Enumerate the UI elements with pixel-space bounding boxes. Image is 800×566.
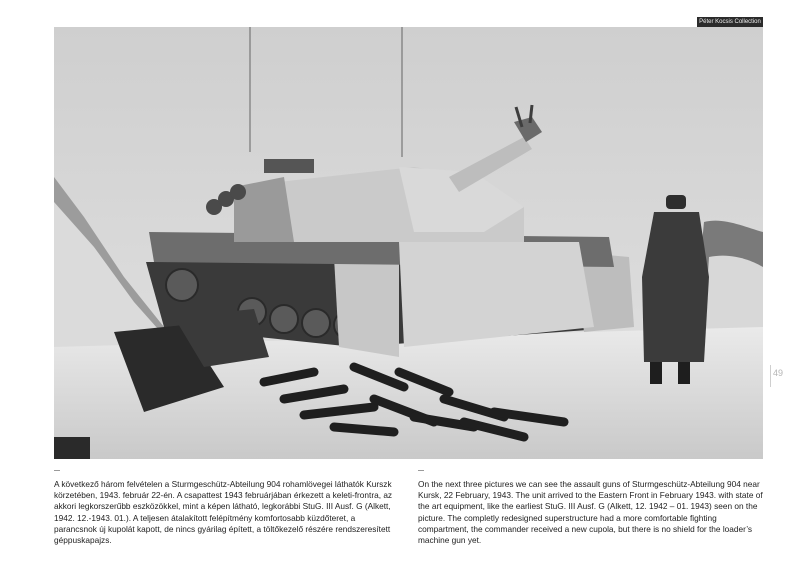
english-caption: On the next three pictures we can see the assault guns of Sturmgeschütz-Abteilung 904 near Kursk, 22 February, 1943. The unit arrived to the Eastern Front in February 1943. with state of the art equipment, like the earliest StuG. III Ausf. G (Alkett, 12. 1942 – 01. 1943) seen on the picture. The completly redesigned superstructure had a more comfortable fighting compartment, the commander received a new cupola, but there is no shield for the loader’s machine gun yet. <box>418 479 763 546</box>
hungarian-caption: A következő három felvételen a Sturmgeschütz-Abteilung 904 rohamlövegei láthatók Kurszk körzetében, 1943. február 22-én. A csapattest 1943 februárjában érkezett a keleti-frontra, az akkori legkorszerűbb eszközökkel, mint a képen látható, legkorábbi StuG. III Ausf. G (Alkett, 1942. 12.-1943. 01.). A teljesen átalakított felépítmény komfortosabb küzdőteret, a parancsnok új kupolát kapott, de nincs gyárilag épített, a töltőkezelő részére rendszeresített géppuskapajzs. <box>54 479 393 546</box>
page-number: 49 <box>773 368 784 378</box>
page-number-rule <box>770 365 771 387</box>
caption-marker-left <box>54 470 60 471</box>
soldier <box>642 195 709 384</box>
photograph <box>54 27 763 459</box>
caption-marker-right <box>418 470 424 471</box>
photo-credit-label: Péter Kocsis Collection <box>697 17 763 27</box>
